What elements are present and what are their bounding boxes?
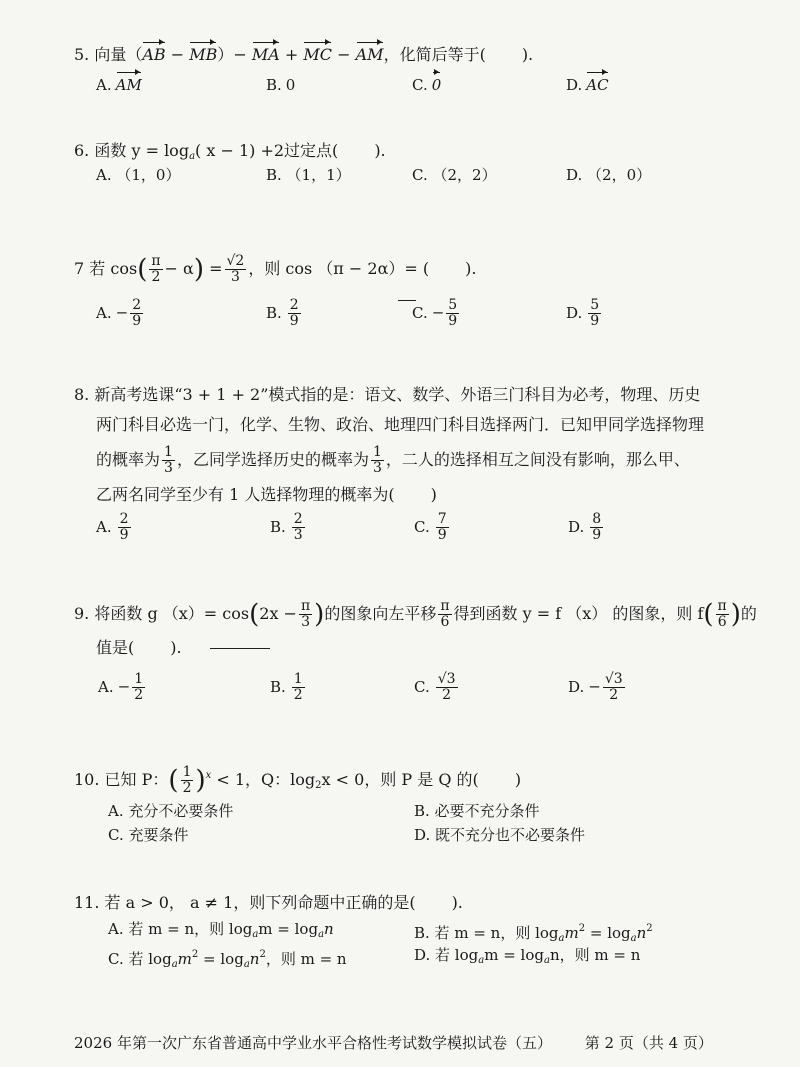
- pen-stroke-mark: [210, 648, 270, 649]
- question-6-options: [96, 164, 776, 204]
- question-5: [74, 44, 764, 94]
- option-d[interactable]: D. AC: [566, 76, 609, 94]
- option-c[interactable]: C. （2，2）: [412, 166, 497, 184]
- question-7-stem: 7 若 cos( $\frac{\pi}{2}$ − α) = $\frac{√2}{3}$ ，则 cos （π − 2α）= ( ).: [74, 253, 477, 285]
- question-6: [74, 140, 764, 184]
- question-9-line-1: 9. 将函数 g （x）= cos(2x − $\frac{\pi}{3}$ )的图象向左平移 $\frac{\pi}{6}$ 得到函数 y = f （x） 的图象，则 f( $\frac{\pi}{6}$ )的: [74, 598, 757, 630]
- option-d[interactable]: D. $\frac{8}{9}$: [568, 511, 602, 543]
- question-number: 5.: [74, 45, 90, 64]
- option-a[interactable]: A. AM: [96, 76, 142, 94]
- option-a[interactable]: A. 若 m = n，则 $\log_am = \log_an$: [108, 920, 334, 940]
- page-number: 第 2 页（共 4 页）: [584, 1034, 713, 1052]
- question-9-line-2: 值是( ).: [96, 637, 182, 657]
- option-a[interactable]: A. 充分不必要条件: [108, 802, 234, 820]
- option-d[interactable]: D. 既不充分也不必要条件: [414, 826, 586, 844]
- option-c[interactable]: C. $\frac{√3}{2}$: [414, 671, 456, 703]
- question-11: [74, 892, 764, 970]
- vector-ma: MA: [251, 45, 280, 64]
- option-b[interactable]: B. $\frac{2}{9}$: [266, 297, 299, 329]
- question-11-stem: 11. 若 a > 0， a ≠ 1，则下列命题中正确的是( ).: [74, 893, 463, 912]
- option-c[interactable]: C. 若 $\log_am^2 = \log_an^2$，则 m = n: [108, 949, 347, 970]
- option-d[interactable]: D. − $\frac{√3}{2}$: [568, 671, 623, 703]
- question-8: [74, 380, 764, 543]
- question-10-stem: 10. 已知 P：( $\frac{1}{2}$ )$^x$ < 1，Q：$\log_2x < 0$，则 P 是 Q 的( ): [74, 764, 522, 796]
- question-10: [74, 758, 764, 844]
- option-c[interactable]: C. 0: [412, 76, 442, 94]
- pen-stroke-mark: [398, 300, 416, 301]
- option-b[interactable]: B. $\frac{1}{2}$: [270, 671, 303, 703]
- vector-mb: MB: [189, 45, 218, 64]
- question-8-line-4: 乙两名同学至少有 1 人选择物理的概率为( ): [96, 485, 437, 504]
- option-a[interactable]: A. （1，0）: [96, 166, 181, 184]
- option-c[interactable]: C. 充要条件: [108, 826, 189, 844]
- question-6-stem: 6. 函数 $y = \log_a$( x − 1) +2过定点( ).: [74, 141, 386, 162]
- question-8-line-3: 的概率为 $\frac{1}{3}$ ，乙同学选择历史的概率为 $\frac{1}{3}$ ，二人的选择相互之间没有影响，那么甲、: [96, 444, 690, 476]
- exam-title: 2026 年第一次广东省普通高中学业水平合格性考试数学模拟试卷（五）: [74, 1034, 552, 1052]
- option-c[interactable]: C. − $\frac{5}{9}$: [412, 297, 458, 329]
- question-9: [74, 596, 764, 703]
- question-8-line-1: 8. 新高考选课“3 + 1 + 2”模式指的是：语文、数学、外语三门科目为必考，物理、历史: [74, 385, 701, 404]
- option-a[interactable]: A. − $\frac{2}{9}$: [96, 297, 142, 329]
- question-8-options: [96, 512, 776, 552]
- option-d[interactable]: D. 若 $\log_am = \log_an$，则 m = n: [414, 946, 641, 966]
- option-d[interactable]: D. $\frac{5}{9}$: [566, 297, 600, 329]
- vector-am: AM: [355, 45, 384, 64]
- question-10-options: [108, 800, 748, 850]
- question-7: [74, 253, 764, 329]
- question-8-line-2: 两门科目必选一门，化学、生物、政治、地理四门科目选择两门．已知甲同学选择物理: [96, 415, 705, 434]
- vector-mc: MC: [303, 45, 333, 64]
- vector-ab: AB: [142, 45, 166, 64]
- fraction-pi-over-2: $\frac{\pi}{2}$: [151, 253, 161, 285]
- option-c[interactable]: C. $\frac{7}{9}$: [414, 511, 447, 543]
- option-b[interactable]: B. 必要不充分条件: [414, 802, 540, 820]
- option-b[interactable]: B. 若 m = n，则 $\log_am^2 = \log_an^2$: [414, 923, 653, 944]
- option-b[interactable]: B. 0: [266, 76, 296, 94]
- option-a[interactable]: A. − $\frac{1}{2}$: [98, 671, 144, 703]
- option-b[interactable]: B. （1，1）: [266, 166, 351, 184]
- question-5-options: [96, 74, 776, 114]
- option-b[interactable]: B. $\frac{2}{3}$: [270, 511, 303, 543]
- option-a[interactable]: A. $\frac{2}{9}$: [96, 511, 129, 543]
- question-11-options: [108, 918, 748, 974]
- question-5-stem: 5. 向量（AB − MB）− MA + MC − AM，化简后等于( ).: [74, 45, 534, 64]
- fraction-root2-over-3: $\frac{√2}{3}$: [226, 253, 245, 285]
- option-d[interactable]: D. （2，0）: [566, 166, 652, 184]
- page-footer: [74, 1032, 713, 1053]
- question-9-options: [96, 672, 776, 712]
- question-7-options: [96, 298, 776, 338]
